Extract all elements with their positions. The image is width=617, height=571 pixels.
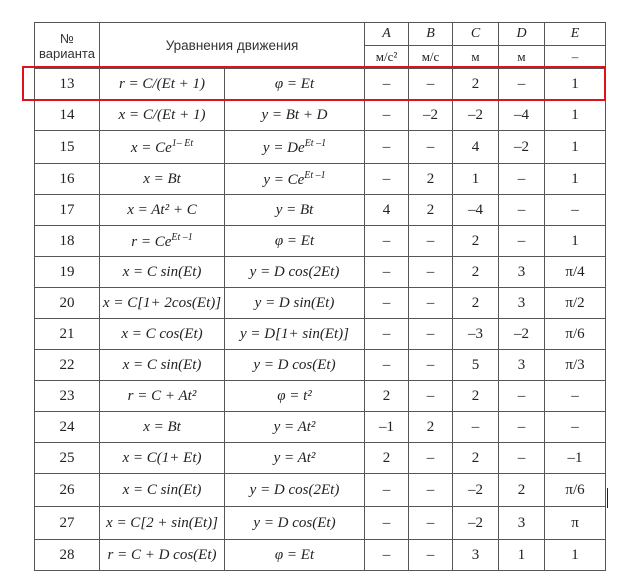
value-d: 3 [499,257,545,288]
value-c: 3 [453,540,499,571]
table-row [35,319,606,350]
value-d: –4 [499,100,545,131]
value-c: –3 [453,319,499,350]
value-d: –2 [499,319,545,350]
value-a: – [365,69,409,100]
var-c-header: C [453,23,499,46]
equation-1: x = Bt [100,164,225,195]
equation-2: φ = t² [225,381,365,412]
variant-number: 15 [35,131,100,164]
equation-2: φ = Et [225,69,365,100]
value-c: 1 [453,164,499,195]
variant-number: 22 [35,350,100,381]
equation-2: φ = Et [225,226,365,257]
value-a: 2 [365,443,409,474]
value-d: – [499,226,545,257]
variant-number: 24 [35,412,100,443]
value-a: – [365,226,409,257]
equation-2: φ = Et [225,540,365,571]
value-d: – [499,443,545,474]
value-e: π/3 [545,350,606,381]
var-e-header: E [545,23,606,46]
table-row [35,257,606,288]
value-b: 2 [409,412,453,443]
value-d: 3 [499,288,545,319]
value-b: 2 [409,195,453,226]
equation-1: $r = Ce^{Et -1}$ [100,226,225,257]
equation-1: x = C[2 + sin(Et)] [100,507,225,540]
value-c: 2 [453,381,499,412]
table-row [35,69,606,100]
value-d: 2 [499,474,545,507]
equation-2: $y = De^{Et -1}$ [225,131,365,164]
equation-1: x = C cos(Et) [100,319,225,350]
variant-number: 19 [35,257,100,288]
motion-equations-table [34,22,606,571]
value-e: – [545,412,606,443]
value-e: π/2 [545,288,606,319]
variant-number-header: № варианта [35,23,100,69]
table-row [35,131,606,164]
equation-1: $x = Ce^{1- Et}$ [100,131,225,164]
value-a: – [365,507,409,540]
equation-2: y = Bt + D [225,100,365,131]
table-row [35,474,606,507]
value-d: 3 [499,350,545,381]
equation-1: r = C/(Et + 1) [100,69,225,100]
value-a: – [365,288,409,319]
variant-number: 28 [35,540,100,571]
equation-2: y = Bt [225,195,365,226]
value-c: –2 [453,100,499,131]
value-c: 5 [453,350,499,381]
variant-number: 18 [35,226,100,257]
table-row [35,100,606,131]
value-c: –4 [453,195,499,226]
table-row [35,164,606,195]
value-e: 1 [545,131,606,164]
variant-number: 13 [35,69,100,100]
equation-1: x = C sin(Et) [100,350,225,381]
table-row [35,381,606,412]
value-c: 4 [453,131,499,164]
value-d: – [499,164,545,195]
equation-1: x = At² + C [100,195,225,226]
value-b: – [409,474,453,507]
value-e: 1 [545,100,606,131]
equation-2: y = D cos(2Et) [225,257,365,288]
value-e: – [545,195,606,226]
table-row [35,507,606,540]
value-e: 1 [545,69,606,100]
value-b: –2 [409,100,453,131]
value-b: – [409,226,453,257]
value-b: – [409,540,453,571]
value-a: – [365,100,409,131]
equation-1: r = C + D cos(Et) [100,540,225,571]
value-c: –2 [453,474,499,507]
unit-a: м/с² [365,46,409,69]
value-b: – [409,350,453,381]
value-c: –2 [453,507,499,540]
variant-number: 25 [35,443,100,474]
value-d: – [499,69,545,100]
value-d: – [499,412,545,443]
value-e: π/4 [545,257,606,288]
value-c: 2 [453,257,499,288]
equation-2: y = D[1+ sin(Et)] [225,319,365,350]
equation-1: r = C + At² [100,381,225,412]
text-cursor [607,488,608,508]
value-b: – [409,443,453,474]
value-e: 1 [545,164,606,195]
value-a: 4 [365,195,409,226]
table-row [35,226,606,257]
value-c: 2 [453,69,499,100]
value-e: π [545,507,606,540]
equations-header: Уравнения движения [100,23,365,69]
variant-number: 21 [35,319,100,350]
value-a: – [365,350,409,381]
equation-2: y = At² [225,412,365,443]
table-header [35,23,606,69]
equation-2: y = D cos(2Et) [225,474,365,507]
equation-1: x = Bt [100,412,225,443]
unit-e: – [545,46,606,69]
value-a: – [365,257,409,288]
value-e: π/6 [545,474,606,507]
value-e: 1 [545,226,606,257]
table-row [35,350,606,381]
value-b: – [409,131,453,164]
variant-number: 27 [35,507,100,540]
equation-1: x = C[1+ 2cos(Et)] [100,288,225,319]
value-e: 1 [545,540,606,571]
table-row [35,195,606,226]
value-a: – [365,131,409,164]
value-b: – [409,257,453,288]
unit-d: м [499,46,545,69]
value-a: 2 [365,381,409,412]
value-c: 2 [453,226,499,257]
equation-1: x = C sin(Et) [100,474,225,507]
equation-1: x = C(1+ Et) [100,443,225,474]
var-a-header: A [365,23,409,46]
variant-number: 26 [35,474,100,507]
equation-1: x = C sin(Et) [100,257,225,288]
variant-number: 17 [35,195,100,226]
value-c: – [453,412,499,443]
table-body [35,69,606,571]
value-a: –1 [365,412,409,443]
table-row [35,443,606,474]
unit-b: м/с [409,46,453,69]
value-b: 2 [409,164,453,195]
equation-2: y = At² [225,443,365,474]
equation-2: y = D cos(Et) [225,507,365,540]
value-b: – [409,507,453,540]
var-d-header: D [499,23,545,46]
value-c: 2 [453,288,499,319]
equation-2: y = D cos(Et) [225,350,365,381]
variant-number: 23 [35,381,100,412]
value-e: – [545,381,606,412]
value-b: – [409,381,453,412]
value-d: – [499,381,545,412]
value-a: – [365,319,409,350]
equation-1: x = C/(Et + 1) [100,100,225,131]
value-c: 2 [453,443,499,474]
variant-number: 20 [35,288,100,319]
value-b: – [409,319,453,350]
value-d: –2 [499,131,545,164]
variant-number: 16 [35,164,100,195]
value-a: – [365,164,409,195]
value-b: – [409,288,453,319]
table-row [35,412,606,443]
value-e: π/6 [545,319,606,350]
value-d: 1 [499,540,545,571]
variant-number: 14 [35,100,100,131]
unit-c: м [453,46,499,69]
value-a: – [365,540,409,571]
equation-2: y = D sin(Et) [225,288,365,319]
value-e: –1 [545,443,606,474]
table-row [35,540,606,571]
value-d: – [499,195,545,226]
table-row [35,288,606,319]
var-b-header: B [409,23,453,46]
value-a: – [365,474,409,507]
equation-2: $y = Ce^{Et -1}$ [225,164,365,195]
value-d: 3 [499,507,545,540]
value-b: – [409,69,453,100]
